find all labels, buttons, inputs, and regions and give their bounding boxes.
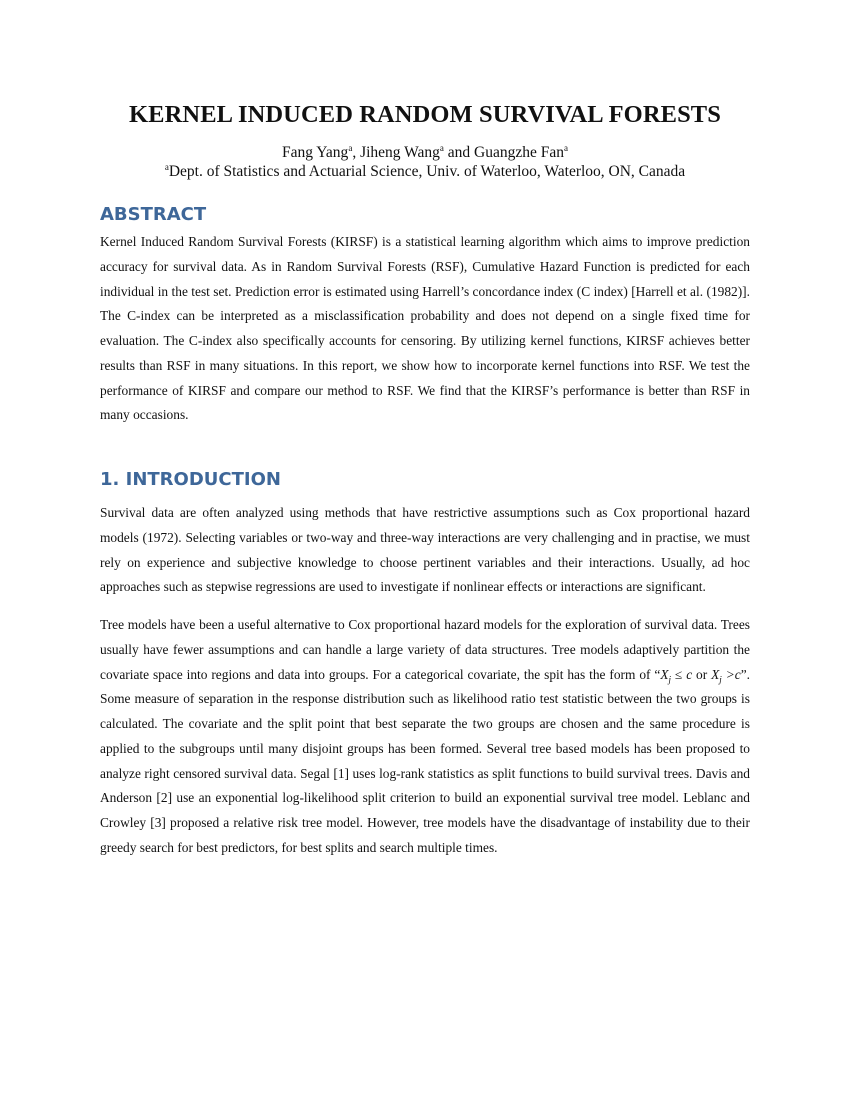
math-relation: >c [721, 666, 741, 682]
math-subscript: j [668, 674, 672, 685]
author-name: Jiheng Wang [360, 144, 440, 161]
author-affil-mark: a [348, 142, 353, 153]
abstract-text: Kernel Induced Random Survival Forests (KIRSF) is a statistical learning algorithm which aims to improve prediction accuracy for survival data. As in Random Survival Forests (RSF), Cumulative Hazard Function is predicted for each individual in the test set. Prediction error is estimated using Harrell’s concordance index (C index) [Harrell et al. (1982)]. The C-index can be interpreted as a misclassification probability and does not depend on a single fixed time for evaluation. The C-index also specifically accounts for censoring. By utilizing kernel functions, KIRSF achieves better results than RSF in many situations. In this report, we show how to incorporate kernel functions into RSF. We test the performance of KIRSF and compare our method to RSF. We find that the KIRSF’s performance is better than RSF in many occasions. [100, 234, 750, 423]
split-condition-gt [711, 666, 741, 685]
author-separator: , [352, 144, 361, 161]
author-name: Guangzhe Fan [474, 144, 565, 161]
math-variable: X [711, 666, 720, 682]
affiliation-mark: a [164, 161, 169, 172]
introduction-paragraph-2 [100, 613, 750, 861]
author-separator: and [443, 144, 475, 161]
author-list [100, 143, 750, 162]
introduction-heading: 1. INTRODUCTION [100, 469, 281, 490]
paper-title: KERNEL INDUCED RANDOM SURVIVAL FORESTS [129, 101, 721, 128]
author-affil-mark: a [564, 142, 569, 153]
abstract-heading: ABSTRACT [100, 204, 207, 225]
conjunction-text: or [692, 666, 712, 682]
math-relation: ≤ c [671, 666, 693, 682]
author-name: Fang Yang [281, 144, 349, 161]
split-condition-le [660, 666, 693, 685]
paragraph-text: Tree models have been a useful alternative to Cox proportional hazard models for the exploration of survival data. Trees usually have fewer assumptions and can handle a large variety of data structures. Tree models adaptively partition the covariate space into regions and data into groups. For a categorical covariate, the spit has the form of “ [100, 617, 750, 682]
introduction-paragraph-1: Survival data are often analyzed using methods that have restrictive assumptions such as Cox proportional hazard models (1972). Selecting variables or two-way and three-way interactions are very challenging and in practise, we must rely on experience and subjective knowledge to choose pertinent variables and their interactions. Usually, ad hoc approaches such as stepwise regressions are used to investigate if nonlinear effects or interactions are significant. [100, 505, 750, 595]
math-variable: X [660, 666, 669, 682]
affiliation-text: Dept. of Statistics and Actuarial Science, Univ. of Waterloo, Waterloo, ON, Canada [168, 163, 686, 180]
affiliation [100, 162, 750, 181]
math-subscript: j [719, 674, 722, 685]
author-affil-mark: a [439, 142, 444, 153]
paragraph-text: ”. Some measure of separation in the response distribution such as likelihood ratio test statistic between the two groups is calculated. The covariate and the split point that best separate the two groups are chosen and the same procedure is applied to the subgroups until many disjoint groups has been formed. Several tree based models has been proposed to analyze right censored survival data. Segal [1] uses log-rank statistics as split functions to build survival trees. Davis and Anderson [2] use an exponential log-likelihood split criterion to build an exponential survival tree model. Leblanc and Crowley [3] proposed a relative risk tree model. However, tree models have the disadvantage of instability due to their greedy search for best predictors, for best splits and search multiple times. [100, 666, 750, 855]
